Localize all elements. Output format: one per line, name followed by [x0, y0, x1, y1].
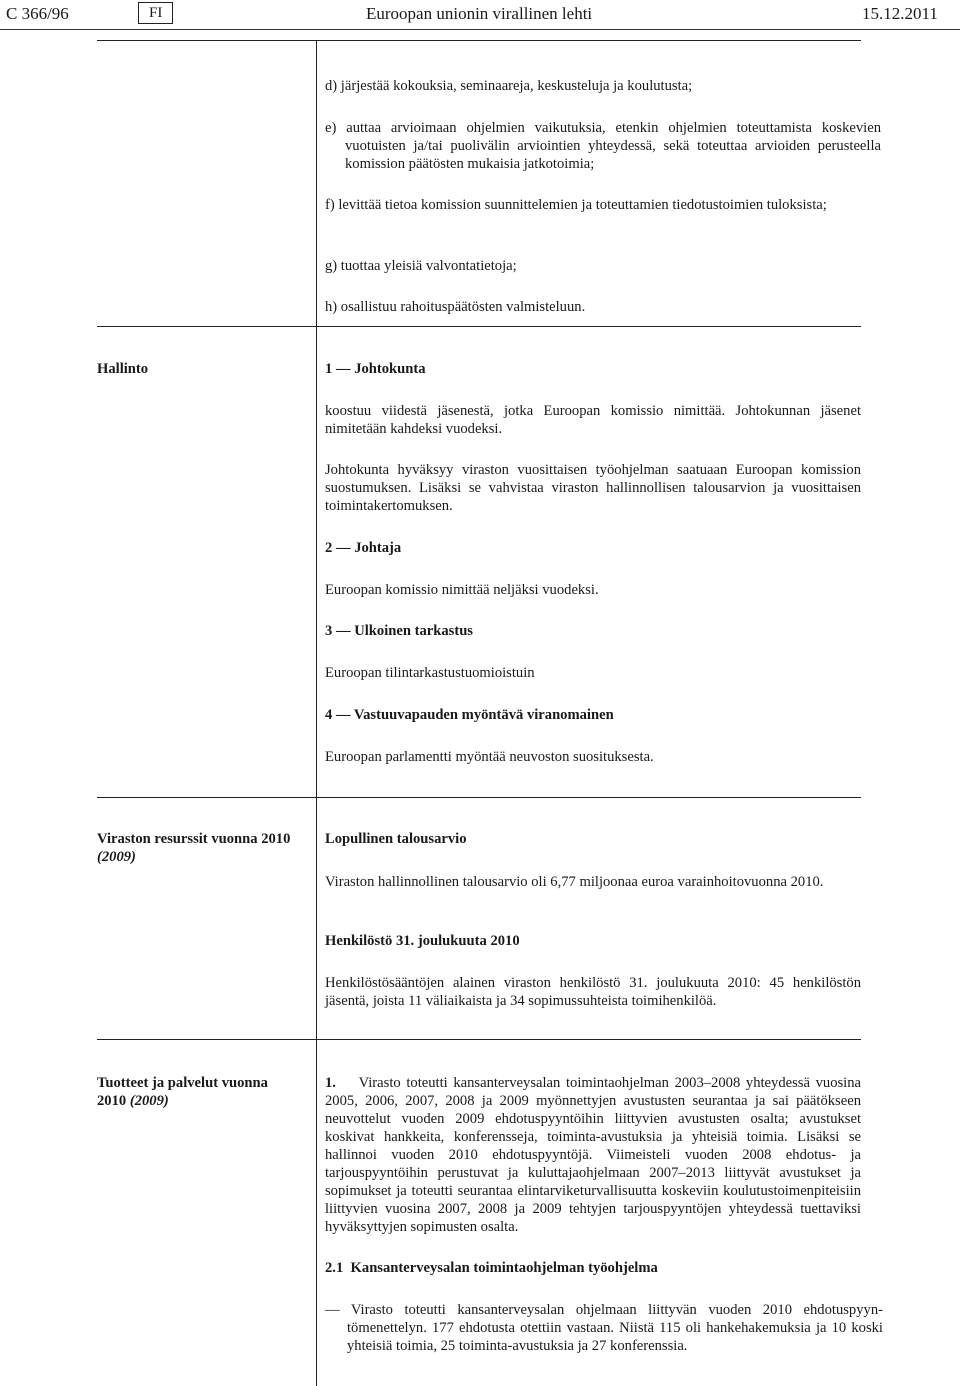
journal-code: C 366/96 [6, 4, 69, 23]
task-h: h) osallistuu rahoituspäätösten valmisteluun. [325, 299, 586, 315]
products-paragraph-1-number: 1. [325, 1075, 336, 1091]
products-paragraph-1 [325, 1074, 861, 1236]
bullet-call-for-proposals: — Virasto toteutti kansanterveysalan ohjelmaan liittyvän vuoden 2010 ehdotuspyyntömenettelyn. 177 ehdotusta otettiin vastaan. Niistä 115 oli hankehakemuksia ja 10 koski yhteisiä toimia, 25 toiminta-avustuksia ja 27 konferenssia. [325, 1302, 883, 1354]
header-rule [0, 29, 960, 30]
section-3-paragraph: Euroopan tilintarkastustuomioistuin [325, 665, 535, 681]
staff-paragraph: Henkilöstösääntöjen alainen viraston henkilöstö 31. joulukuuta 2010: 45 henkilöstön jäsentä, joista 11 väliaikaista ja 34 sopimussuhteista toimihenkilöä. [325, 975, 861, 1009]
row-label-tuotteet-text: Tuotteet ja palvelut vuonna 2010 [97, 1075, 268, 1109]
row-label-resurssit-text: Viraston resurssit vuonna 2010 [97, 831, 291, 847]
section-2-1-number: 2.1 [325, 1260, 344, 1276]
section-2-title: 2 — Johtaja [325, 540, 402, 556]
table-rule-tuotteet [97, 1039, 861, 1040]
row-label-hallinto: Hallinto [97, 361, 149, 377]
table-rule-top [97, 40, 861, 41]
section-2-paragraph: Euroopan komissio nimittää neljäksi vuodeksi. [325, 582, 599, 598]
task-g: g) tuottaa yleisiä valvontatietoja; [325, 258, 517, 274]
table-rule-resurssit [97, 797, 861, 798]
staff-title: Henkilöstö 31. joulukuuta 2010 [325, 933, 520, 949]
row-label-resurssit-year: (2009) [97, 849, 136, 865]
row-label-tuotteet [97, 1074, 297, 1110]
language-badge: FI [138, 2, 173, 24]
section-1-paragraph-2: Johtokunta hyväksyy viraston vuosittaisen työohjelman saatuaan Euroopan komission suostumuksen. Lisäksi se vahvistaa viraston hallinnollisen talousarvion ja vuosittaisen toimintakertomuksen. [325, 462, 861, 514]
row-label-tuotteet-year: (2009) [129, 1093, 169, 1109]
journal-title: Euroopan unionin virallinen lehti [366, 4, 593, 23]
section-4-paragraph: Euroopan parlamentti myöntää neuvoston suosituksesta. [325, 749, 654, 765]
section-1-paragraph-1: koostuu viidestä jäsenestä, jotka Euroopan komissio nimittää. Johtokunnan jäsenet nimitetään kahdeksi vuodeksi. [325, 403, 861, 437]
products-paragraph-1-text: Virasto toteutti kansanterveysalan toimintaohjelman 2003–2008 yhteydessä vuosina 2005, 2006, 2007, 2008 ja 2009 myönnettyjen avustusten seurantaa ja sai päätökseen neuvottelut vuoden 2009 ehdotuspyyntöihin liittyvien avustusten osalta; avustukset koskivat hankkeita, konferensseja, toiminta-avustuksia ja yhteisiä toimia. Lisäksi se hallinnoi vuoden 2010 ehdotuspyyntöjä. Viimeisteli vuoden 2008 ehdotus- ja tarjouspyyntöihin perustuvat ja kuluttajaohjelmaan 2007–2013 liittyvät avustukset ja sopimukset ja toteutti seurantaa elintarviketurvallisuutta koskeviin koulutustoimenpiteisiin liittyvien vuosina 2007, 2008 ja 2009 tehtyjen tarjouspyyntöjen yhteydessä tuettaviksi hyväksyttyjen sopimusten osalta. [325, 1075, 861, 1235]
task-e: e) auttaa arvioimaan ohjelmien vaikutuksia, etenkin ohjelmien toteuttamista koskevien vuotuisten ja/tai puolivälin arviointien yhteydessä, sekä toteuttaa arvioiden perusteella komission päätösten mukaisia jatkotoimia; [325, 120, 881, 172]
section-3-title: 3 — Ulkoinen tarkastus [325, 623, 473, 639]
budget-paragraph: Viraston hallinnollinen talousarvio oli 6,77 miljoonaa euroa varainhoitovuonna 2010. [325, 874, 824, 890]
task-d: d) järjestää kokouksia, seminaareja, keskusteluja ja koulutusta; [325, 78, 693, 94]
row-label-resurssit [97, 830, 297, 866]
table-rule-hallinto [97, 326, 861, 327]
budget-title: Lopullinen talousarvio [325, 831, 467, 847]
publication-date: 15.12.2011 [862, 4, 938, 23]
page-header [0, 0, 960, 30]
section-2-1-text: Kansanterveysalan toimintaohjelman työohjelma [350, 1260, 658, 1276]
table-column-divider [316, 40, 317, 1386]
section-1-title: 1 — Johtokunta [325, 361, 426, 377]
section-4-title: 4 — Vastuuvapauden myöntävä viranomainen [325, 707, 614, 723]
section-2-1-title [325, 1259, 861, 1277]
task-f: f) levittää tietoa komission suunnittelemien ja toteuttamien tiedotustoimien tuloksista; [325, 197, 827, 213]
